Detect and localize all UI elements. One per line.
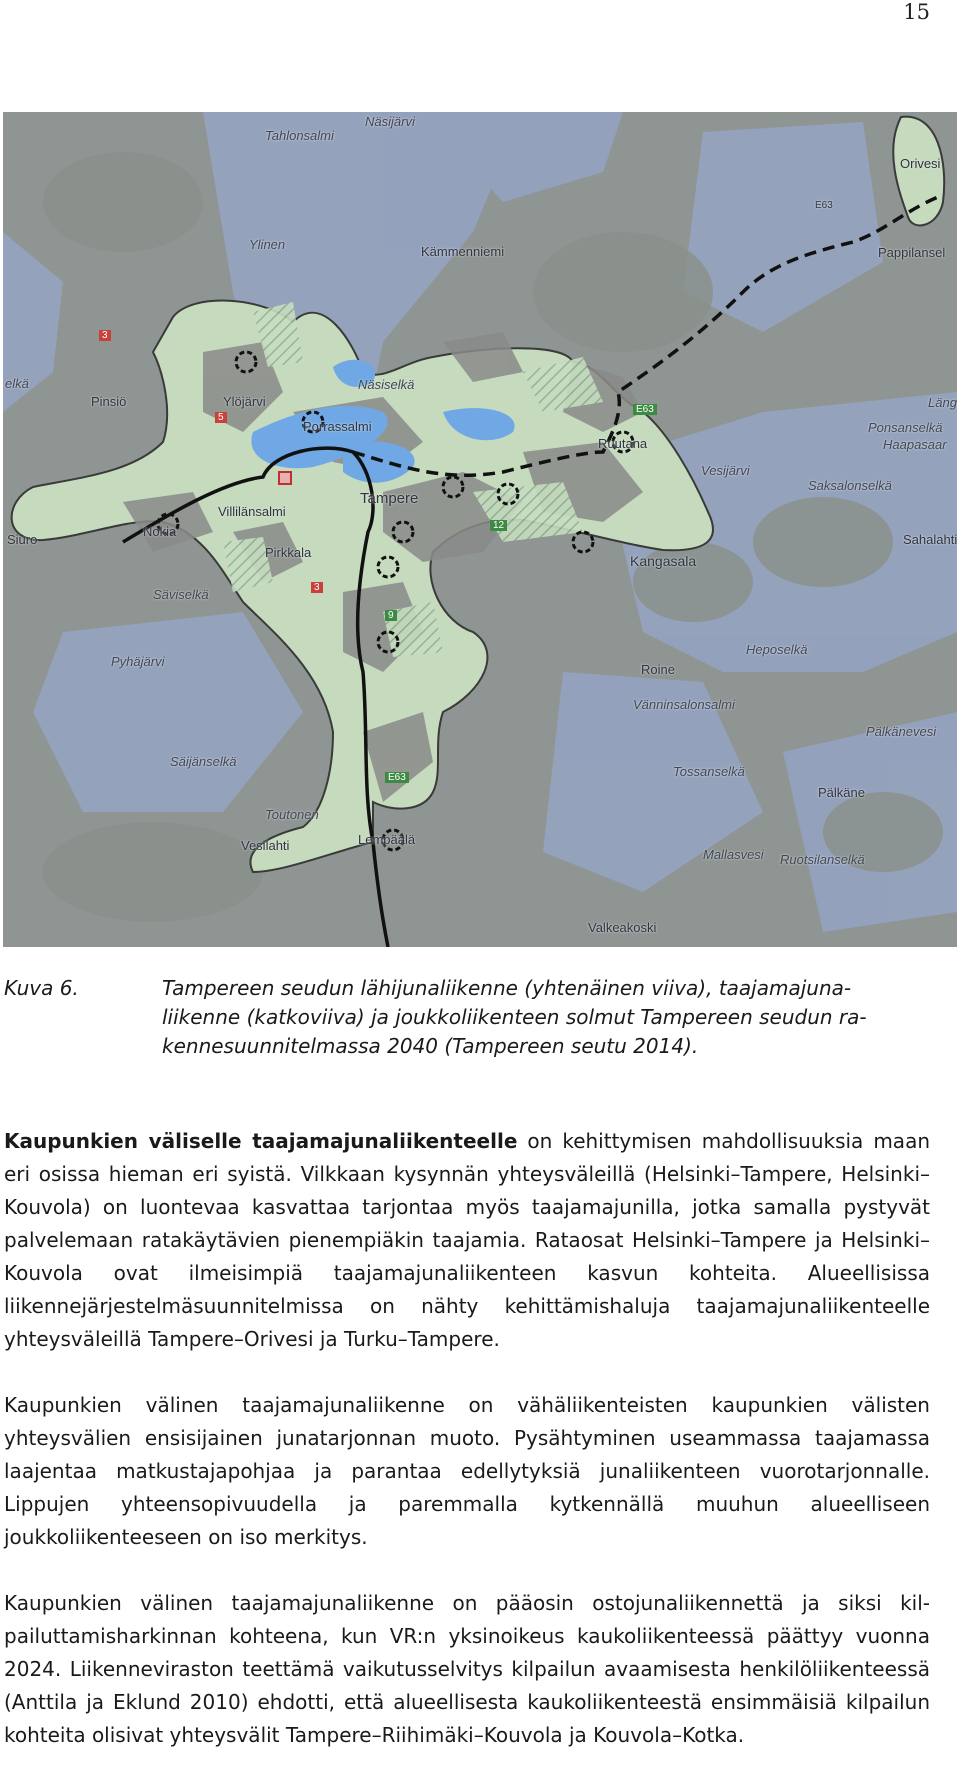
- road-label: E63: [815, 200, 833, 211]
- map-label: Pyhäjärvi: [111, 654, 165, 669]
- map-label: Vesilahti: [241, 838, 290, 853]
- map-label: Vesijärvi: [701, 463, 750, 478]
- caption-text: Tampereen seudun lähijunaliikenne (yhtenäinen viiva), taajamajunaliikenne (katkoviiva) ja joukkoliikenteen solmut Tampereen seudun rakennesuunnitelmassa 2040 (Tampereen seutu 2014).: [162, 976, 867, 1058]
- map-figure: [3, 112, 957, 947]
- map-label: Ruutana: [598, 436, 648, 451]
- map-label: Toutonen: [265, 807, 319, 822]
- caption-label: Kuva 6.: [4, 976, 79, 1000]
- map-label: Säviselkä: [153, 587, 209, 602]
- map-label: Läng: [928, 395, 957, 410]
- map-label: Ruotsilanselkä: [780, 852, 865, 867]
- map-label: Kangasala: [630, 553, 697, 569]
- page-number: 15: [903, 0, 930, 24]
- map-label: Ylinen: [249, 237, 286, 252]
- road-sign: 3: [99, 330, 111, 341]
- map-label: Näsijärvi: [365, 114, 415, 129]
- map-label: Nokia: [143, 524, 177, 539]
- map-label: Ylöjärvi: [223, 394, 266, 409]
- paragraph-text: Kaupunkien välinen taajamajunaliikenne on vähäliikenteisten kaupunkien välisten yhteysvälien ensisijainen junatarjonnan muoto. Pysähtyminen useammassa taajamassa laajentaa matkustajapohjaa ja parantaa edellytyksiä junaliikenteen vuorotarjonnalle. Lippujen yhteensopivuudella ja paremmalla kytkennällä muuhun alueelliseen joukkoliikenteeseen on iso merkitys.: [4, 1393, 930, 1549]
- map-label: Tahlonsalmi: [265, 128, 334, 143]
- map-label: Pinsiö: [91, 394, 127, 409]
- map-label: Sahalahti: [903, 532, 957, 547]
- map-label: Haapasaar: [883, 437, 947, 452]
- map-label: Vänninsalonsalmi: [633, 697, 735, 712]
- figure-caption: [4, 974, 934, 1061]
- map-label: elkä: [5, 376, 29, 391]
- map-label: Mallasvesi: [703, 847, 764, 862]
- map-label: Säijänselkä: [170, 754, 237, 769]
- map-label: Pirkkala: [265, 545, 312, 560]
- map-label: Tampere: [360, 490, 419, 507]
- map-label: Tossanselkä: [673, 764, 745, 779]
- paragraph-lead: Kaupunkien väliselle taajamajunaliikenteelle: [4, 1129, 518, 1153]
- map-label: Roine: [641, 662, 675, 677]
- road-sign: E63: [385, 772, 409, 783]
- map-label: Orivesi: [900, 156, 941, 171]
- map-label: Pälkänevesi: [866, 724, 937, 739]
- map-label: Lempäälä: [358, 832, 416, 847]
- paragraph-text: Kaupunkien välinen taajamajunaliikenne on pääosin ostojunaliikennettä ja siksi kilpailuttamisharkinnan kohteena, kun VR:n yksinoikeus kaukoliikenteessä päättyy vuonna 2024. Liikenneviraston teettämä vaikutusselvitys kilpailun avaamisesta henkilöliikenteessä (Anttila ja Eklund 2010) ehdotti, että alueellisesta kaukoliikenteestä ensimmäisiä kilpailun kohteita olisivat yhteysvälit Tampere–Riihimäki–Kouvola ja Kouvola–Kotka.: [4, 1591, 930, 1747]
- paragraph: [4, 1587, 930, 1752]
- station-marker: [279, 472, 291, 484]
- road-sign: 9: [385, 610, 397, 621]
- paragraph: [4, 1125, 930, 1356]
- map-label: Heposelkä: [746, 642, 808, 657]
- map-label: Kämmenniemi: [421, 244, 505, 259]
- map-label: Villilänsalmi: [218, 504, 286, 519]
- road-sign: 3: [311, 582, 323, 593]
- map-label: Siuro: [7, 532, 38, 547]
- paragraph-text: on kehittymisen mahdollisuuksia maan eri osissa hieman eri syistä. Vilkkaan kysynnän yhteysväleillä (Helsinki–Tampere, Helsinki–Kouvola) on luontevaa kasvattaa tarjontaa myös taajamajunilla, jotka samalla pystyvät palvelemaan ratakäytävien pienempiäkin taajamia. Rataosat Helsinki–Tampere ja Helsinki–Kouvola ovat ilmeisimpiä taajamajunaliikenteen kasvun kohteita. Alueellisissa liikennejärjestelmäsuunnitelmissa on nähty kehittämishaluja taajamajunaliikenteelle yhteysväleillä Tampere–Orivesi ja Turku–Tampere.: [4, 1129, 930, 1351]
- road-sign: 5: [215, 412, 227, 423]
- map-label: Pappilansel: [878, 245, 946, 260]
- map-label: Saksalonselkä: [808, 478, 892, 493]
- map-label: Ponsanselkä: [868, 420, 943, 435]
- map-label: Näsiselkä: [358, 377, 415, 392]
- map-label: Valkeakoski: [588, 920, 657, 935]
- road-sign: 12: [490, 520, 507, 531]
- paragraph: [4, 1389, 930, 1554]
- road-sign: E63: [633, 404, 657, 415]
- map-label: Porrassalmi: [303, 419, 372, 434]
- map-label: Pälkäne: [818, 785, 865, 800]
- body-text: [4, 1125, 930, 1785]
